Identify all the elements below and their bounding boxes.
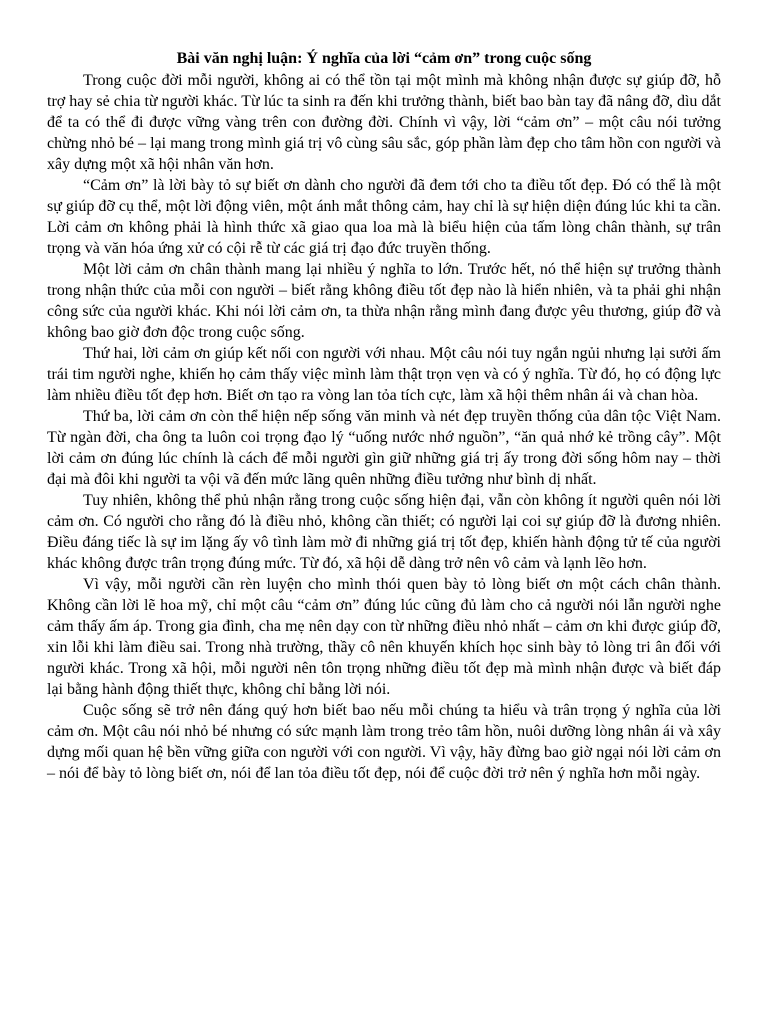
paragraph-2: “Cảm ơn” là lời bày tỏ sự biết ơn dành cho người đã đem tới cho ta điều tốt đẹp. Đó có thể là một sự giúp đỡ cụ thể, một lời động viên, một ánh mắt thông cảm, hay chỉ là sự hiện diện đúng lúc khi ta cần. Lời cảm ơn không phải là hình thức xã giao qua loa mà là biểu hiện của tấm lòng chân thành, sự trân trọng và văn hóa ứng xử có cội rễ từ các giá trị đạo đức truyền thống. bbox=[47, 177, 721, 257]
paragraph-5: Thứ ba, lời cảm ơn còn thể hiện nếp sống văn minh và nét đẹp truyền thống của dân tộc Việt Nam. Từ ngàn đời, cha ông ta luôn coi trọng đạo lý “uống nước nhớ nguồn”, “ăn quả nhớ kẻ trồng cây”. Một lời cảm ơn đúng lúc chính là cách để mỗi người gìn giữ những giá trị ấy trong đời sống hôm nay – thời đại mà đôi khi người ta vội vã đến mức lãng quên những điều tưởng như bình dị nhất. bbox=[47, 408, 721, 488]
paragraph-7: Vì vậy, mỗi người cần rèn luyện cho mình thói quen bày tỏ lòng biết ơn một cách chân thành. Không cần lời lẽ hoa mỹ, chỉ một câu “cảm ơn” đúng lúc cũng đủ làm cho cả người nói lẫn người nghe cảm thấy ấm áp. Trong gia đình, cha mẹ nên dạy con từ những điều nhỏ nhất – cảm ơn khi được giúp đỡ, xin lỗi khi làm điều sai. Trong nhà trường, thầy cô nên khuyến khích học sinh bày tỏ lòng tri ân đối với người khác. Trong xã hội, mỗi người nên tôn trọng những điều tốt đẹp mà mình nhận được và biết đáp lại bằng hành động thiết thực, không chỉ bằng lời nói. bbox=[47, 576, 721, 698]
paragraph-1: Trong cuộc đời mỗi người, không ai có thể tồn tại một mình mà không nhận được sự giúp đỡ, hỗ trợ hay sẻ chia từ người khác. Từ lúc ta sinh ra đến khi trưởng thành, biết bao bàn tay đã nâng đỡ, dìu dắt để ta có thể đi được vững vàng trên con đường đời. Chính vì vậy, lời “cảm ơn” – một câu nói tưởng chừng nhỏ bé – lại mang trong mình giá trị vô cùng sâu sắc, góp phần làm đẹp cho tâm hồn con người và xây dựng một xã hội nhân văn hơn. bbox=[47, 72, 721, 173]
paragraph-4: Thứ hai, lời cảm ơn giúp kết nối con người với nhau. Một câu nói tuy ngắn ngủi nhưng lại sưởi ấm trái tim người nghe, khiến họ cảm thấy việc mình làm thật trọn vẹn và có ý nghĩa. Từ đó, họ có động lực làm nhiều điều tốt đẹp hơn. Biết ơn tạo ra vòng lan tỏa tích cực, làm xã hội thêm nhân ái và chan hòa. bbox=[47, 345, 721, 404]
paragraph-3: Một lời cảm ơn chân thành mang lại nhiều ý nghĩa to lớn. Trước hết, nó thể hiện sự trưởng thành trong nhận thức của mỗi con người – biết rằng không điều tốt đẹp nào là hiển nhiên, và ta phải ghi nhận công sức của người khác. Khi nói lời cảm ơn, ta thừa nhận rằng mình đang được yêu thương, giúp đỡ và không bao giờ đơn độc trong cuộc sống. bbox=[47, 261, 721, 341]
document-title: Bài văn nghị luận: Ý nghĩa của lời “cảm ơn” trong cuộc sống bbox=[176, 50, 592, 67]
paragraph-8: Cuộc sống sẽ trở nên đáng quý hơn biết bao nếu mỗi chúng ta hiểu và trân trọng ý nghĩa của lời cảm ơn. Một câu nói nhỏ bé nhưng có sức mạnh làm trong trẻo tâm hồn, nuôi dưỡng lòng nhân ái và xây dựng mối quan hệ bền vững giữa con người với con người. Vì vậy, hãy đừng bao giờ ngại nói lời cảm ơn – nói để bày tỏ lòng biết ơn, nói để lan tỏa điều tốt đẹp, nói để cuộc đời trở nên ý nghĩa hơn mỗi ngày. bbox=[47, 702, 721, 782]
paragraph-6: Tuy nhiên, không thể phủ nhận rằng trong cuộc sống hiện đại, vẫn còn không ít người quên nói lời cảm ơn. Có người cho rằng đó là điều nhỏ, không cần thiết; có người lại coi sự giúp đỡ là đương nhiên. Điều đáng tiếc là sự im lặng ấy vô tình làm mờ đi những giá trị tốt đẹp, khiến hành động tử tế của người khác không được trân trọng đúng mức. Từ đó, xã hội dễ dàng trở nên vô cảm và lạnh lẽo hơn. bbox=[47, 492, 721, 572]
